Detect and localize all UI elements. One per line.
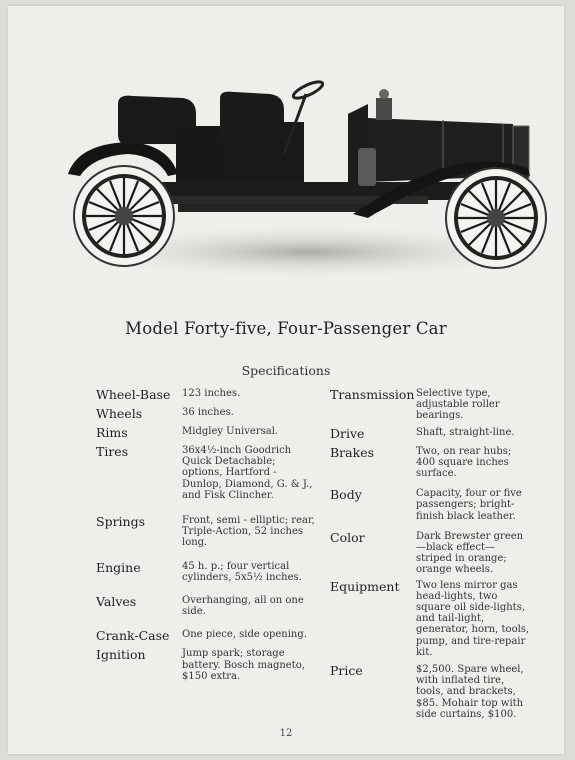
front-wheel — [446, 168, 546, 268]
spec-value: 45 h. p.; four vertical cylinders, 5x5½ inches. — [182, 560, 302, 583]
spec-value: Two, on rear hubs; 400 square inches surface. — [416, 445, 512, 480]
spec-row — [330, 531, 530, 576]
spec-value: Capacity, four or five passengers; bright-finish black leather. — [416, 488, 522, 522]
spec-label: Tires — [96, 444, 129, 459]
spec-label: Transmission — [330, 387, 415, 402]
spec-row — [96, 595, 318, 617]
spec-label: Rims — [96, 425, 128, 440]
page-number: 12 — [279, 728, 293, 739]
spec-value: Selective type, adjustable roller bearings. — [416, 388, 500, 422]
spec-value: Overhanging, all on one side. — [182, 595, 304, 618]
spec-value: Midgley Universal. — [182, 426, 279, 437]
spec-row — [96, 515, 318, 549]
spec-column-left — [96, 388, 318, 687]
spec-row — [96, 426, 318, 440]
spec-value: Two lens mirror gas head-lights, two square oil side-lights, and tail-light, generator, horn, tools, pump, and tire-repair kit. — [416, 579, 530, 658]
spec-row — [330, 580, 530, 658]
spec-column-right — [330, 388, 530, 725]
spec-label: Brakes — [330, 444, 375, 460]
spec-value: Front, semi - elliptic; rear, Triple-Action, 52 inches long. — [182, 515, 315, 549]
spec-value: Jump spark; storage battery. Bosch magneto, $150 extra. — [182, 648, 305, 682]
spec-value: Dark Brewster green—black effect—striped in orange; orange wheels. — [416, 530, 524, 576]
spec-label: Drive — [330, 425, 365, 441]
spec-row — [330, 488, 530, 522]
spec-value: $2,500. Spare wheel, with inflated tire, tools, and brackets, $85. Mohair top with side curtains, $100. — [416, 664, 524, 720]
spec-label: Equipment — [330, 578, 400, 594]
spec-row — [96, 648, 318, 682]
spec-row — [96, 561, 318, 583]
spec-label: Springs — [96, 514, 146, 530]
spec-value: One piece, side opening. — [182, 629, 307, 641]
spec-label: Color — [330, 529, 365, 545]
spec-label: Valves — [96, 594, 137, 610]
spec-value: 123 inches. — [182, 388, 241, 399]
spec-value: Shaft, straight-line. — [416, 426, 515, 438]
spec-row — [96, 388, 318, 402]
spec-label: Price — [330, 663, 363, 679]
spec-label: Ignition — [96, 647, 146, 663]
spec-label: Body — [330, 487, 362, 503]
rear-wheel — [74, 166, 174, 266]
catalog-page — [8, 6, 564, 754]
spec-row — [96, 445, 318, 501]
section-title: Specifications — [241, 363, 331, 378]
spec-label: Wheel-Base — [96, 387, 171, 402]
spec-row — [330, 427, 530, 441]
spec-row — [96, 629, 318, 643]
spec-row — [330, 664, 530, 720]
spec-label: Crank-Case — [96, 628, 170, 644]
car-photo — [48, 64, 548, 304]
spec-row — [96, 407, 318, 421]
spec-label: Wheels — [96, 406, 143, 421]
spec-row — [330, 388, 530, 422]
spec-value: 36 inches. — [182, 407, 234, 418]
page-title: Model Forty-five, Four-Passenger Car — [125, 319, 447, 338]
spec-value: 36x4½-inch Goodrich Quick Detachable; options, Hartford - Dunlop, Diamond, G. & J., and Fisk Clincher. — [182, 445, 313, 501]
spec-row — [330, 446, 530, 480]
spec-label: Engine — [96, 559, 141, 575]
